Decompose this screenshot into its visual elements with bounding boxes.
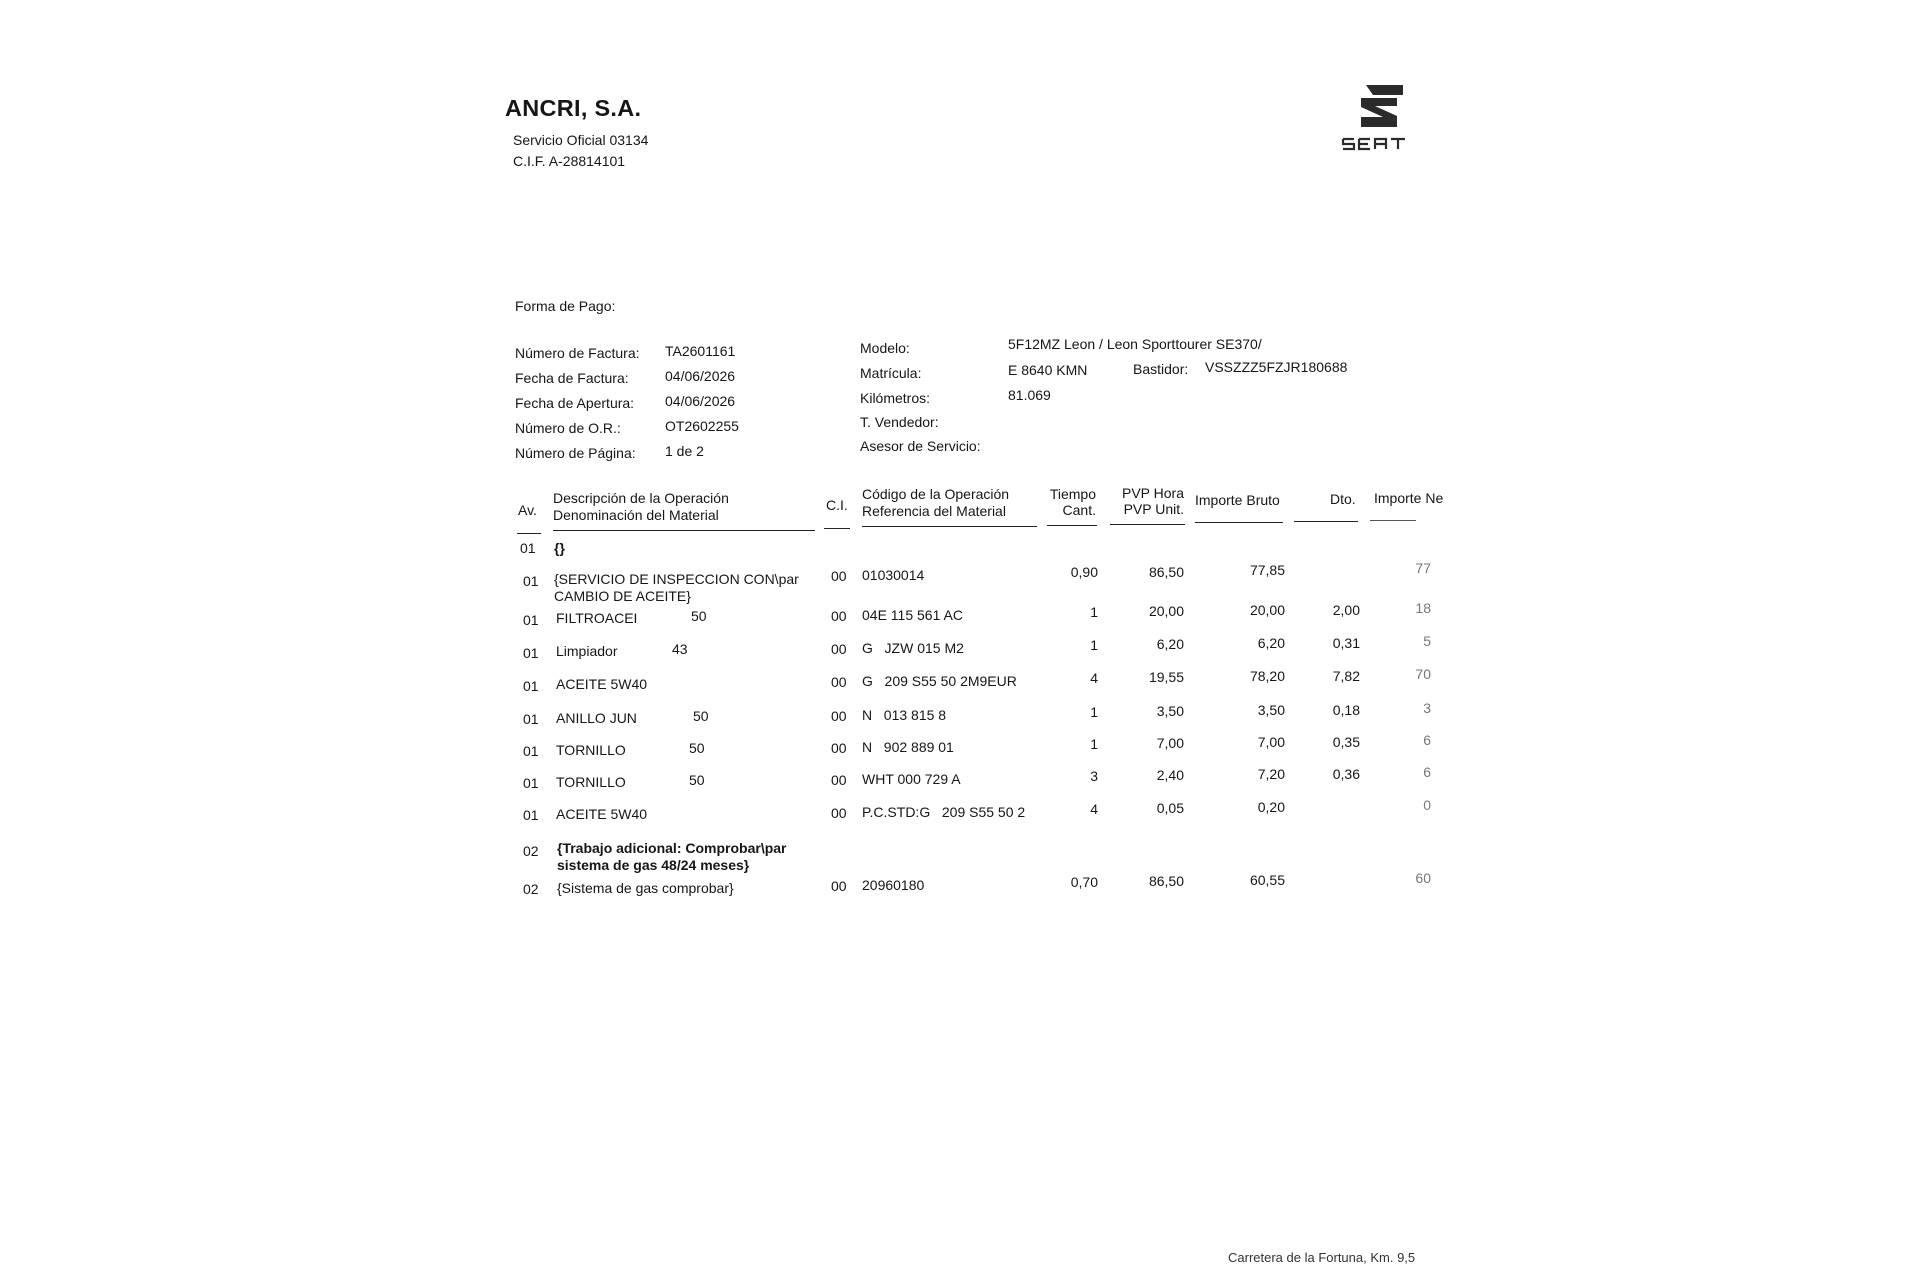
header-underline [553, 530, 815, 531]
header-underline [824, 528, 850, 529]
row-qual: 50 [689, 740, 705, 756]
opening-date: 04/06/2026 [665, 393, 736, 409]
row-cant: 0,70 [1070, 874, 1098, 890]
row-bruto: 77,85 [1249, 562, 1285, 578]
row-neto: 60 [1415, 870, 1431, 886]
row-desc: ACEITE 5W40 [556, 676, 648, 692]
row-code: N 902 889 01 [862, 739, 954, 755]
row-desc: {} [554, 540, 565, 556]
row-code: G JZW 015 M2 [862, 640, 964, 656]
row-code: 20960180 [862, 877, 925, 893]
row-pvp: 2,40 [1156, 767, 1184, 783]
page-number: 1 de 2 [665, 443, 704, 459]
seat-logo [1335, 83, 1420, 153]
row-desc: FILTROACEI [556, 610, 638, 626]
col-header-code-1: Código de la Operación [862, 486, 1010, 502]
row-dto: 7,82 [1332, 668, 1360, 684]
invoice-number: TA2601161 [665, 343, 736, 359]
row-neto: 5 [1423, 633, 1431, 649]
row-pvp: 20,00 [1148, 603, 1184, 619]
row-code: N 013 815 8 [862, 707, 947, 723]
row-bruto: 7,20 [1257, 766, 1285, 782]
row-desc-2: sistema de gas 48/24 meses} [557, 857, 750, 873]
col-header-code-2: Referencia del Material [862, 503, 1006, 519]
row-neto: 77 [1415, 560, 1431, 576]
row-dto: 0,35 [1332, 734, 1360, 750]
model-label: Modelo: [860, 340, 910, 356]
row-av: 01 [523, 743, 539, 759]
row-cant: 0,90 [1070, 564, 1098, 580]
row-desc: TORNILLO [556, 774, 626, 790]
row-dto: 0,31 [1332, 635, 1360, 651]
col-header-cant-text: Cant. [1062, 502, 1096, 518]
km-value: 81.069 [1008, 387, 1051, 403]
row-av: 01 [523, 775, 539, 791]
invoice-date: 04/06/2026 [665, 368, 736, 384]
opening-date-label: Fecha de Apertura: [515, 395, 635, 411]
row-desc: {Sistema de gas comprobar} [557, 880, 734, 896]
row-code: WHT 000 729 A [862, 771, 961, 787]
row-code: P.C.STD:G 209 S55 50 2 [862, 804, 1026, 820]
row-bruto: 0,20 [1257, 799, 1285, 815]
row-ci: 00 [831, 641, 847, 657]
row-desc: Limpiador [556, 643, 618, 659]
row-dto: 2,00 [1332, 602, 1360, 618]
col-header-bruto: Importe Bruto [1195, 492, 1280, 508]
row-ci: 00 [831, 740, 847, 756]
row-neto: 3 [1423, 700, 1431, 716]
row-bruto: 7,00 [1257, 734, 1285, 750]
row-pvp: 6,20 [1156, 636, 1184, 652]
row-qual: 50 [693, 708, 709, 724]
row-cant: 1 [1090, 604, 1098, 620]
seller-label: T. Vendedor: [860, 414, 939, 430]
col-header-pvp-unit: PVP Unit. [1123, 501, 1184, 517]
row-qual: 50 [691, 608, 707, 624]
row-pvp: 3,50 [1156, 703, 1184, 719]
row-cant: 4 [1090, 801, 1098, 817]
row-av: 01 [523, 807, 539, 823]
model-value: 5F12MZ Leon / Leon Sporttourer SE370/ [1008, 336, 1262, 352]
row-bruto: 6,20 [1257, 635, 1285, 651]
col-header-dto: Dto. [1330, 491, 1356, 507]
row-bruto: 78,20 [1249, 668, 1285, 684]
row-ci: 00 [831, 772, 847, 788]
advisor-label: Asesor de Servicio: [860, 438, 981, 454]
header-underline [1294, 521, 1358, 522]
row-av: 01 [520, 540, 536, 556]
row-pvp: 19,55 [1148, 669, 1184, 685]
row-av: 01 [523, 573, 539, 589]
header-underline [517, 533, 541, 534]
row-desc: TORNILLO [556, 742, 626, 758]
row-neto: 18 [1415, 600, 1431, 616]
row-av: 02 [523, 881, 539, 897]
or-number-label: Número de O.R.: [515, 420, 621, 436]
row-code: G 209 S55 50 2M9EUR [862, 673, 1017, 689]
row-desc: ACEITE 5W40 [556, 806, 648, 822]
row-pvp: 7,00 [1156, 735, 1184, 751]
col-header-desc-1: Descripción de la Operación [553, 490, 729, 506]
row-neto: 70 [1415, 666, 1431, 682]
row-ci: 00 [831, 674, 847, 690]
row-bruto: 20,00 [1249, 602, 1285, 618]
row-av: 01 [523, 645, 539, 661]
row-av: 01 [523, 711, 539, 727]
company-name: ANCRI, S.A. [505, 95, 642, 121]
col-header-desc-2: Denominación del Material [553, 507, 719, 523]
row-pvp: 86,50 [1148, 873, 1184, 889]
row-bruto: 60,55 [1249, 872, 1285, 888]
row-code: 01030014 [862, 567, 925, 583]
row-dto: 0,36 [1332, 766, 1360, 782]
page-number-label: Número de Página: [515, 445, 636, 461]
payment-label: Forma de Pago: [515, 298, 616, 314]
row-neto: 6 [1423, 764, 1431, 780]
row-pvp: 0,05 [1156, 800, 1184, 816]
footer-address: Carretera de la Fortuna, Km. 9,5 [1228, 1250, 1416, 1265]
row-cant: 4 [1090, 670, 1098, 686]
row-pvp: 86,50 [1148, 564, 1184, 580]
row-desc: {Trabajo adicional: Comprobar\par [557, 840, 787, 856]
row-bruto: 3,50 [1257, 702, 1285, 718]
row-qual: 50 [689, 772, 705, 788]
col-header-tiempo: Tiempo [1049, 486, 1096, 502]
invoice-number-label: Número de Factura: [515, 345, 640, 361]
row-ci: 00 [831, 878, 847, 894]
or-number: OT2602255 [665, 418, 739, 434]
col-header-neto: Importe Ne [1374, 490, 1443, 506]
row-cant: 1 [1090, 637, 1098, 653]
header-underline [1195, 522, 1283, 523]
row-desc: ANILLO JUN [556, 710, 637, 726]
row-av: 01 [523, 678, 539, 694]
row-desc-2: CAMBIO DE ACEITE} [554, 588, 691, 604]
km-label: Kilómetros: [860, 390, 931, 406]
chassis-value: VSSZZZ5FZJR180688 [1205, 359, 1348, 375]
row-desc: {SERVICIO DE INSPECCION CON\par [554, 571, 799, 587]
row-cant: 1 [1090, 704, 1098, 720]
header-underline [862, 526, 1037, 527]
service-line: Servicio Oficial 03134 [513, 132, 649, 148]
header-underline [1370, 520, 1416, 521]
row-cant: 1 [1090, 736, 1098, 752]
row-av: 02 [523, 843, 539, 859]
row-code: 04E 115 561 AC [862, 607, 963, 623]
row-qual: 43 [672, 641, 688, 657]
row-ci: 00 [831, 708, 847, 724]
row-ci: 00 [831, 805, 847, 821]
col-header-av: Av. [518, 502, 537, 518]
row-ci: 00 [831, 568, 847, 584]
col-header-pvp-hora: PVP Hora [1122, 485, 1184, 501]
row-dto: 0,18 [1332, 702, 1360, 718]
cif-line: C.I.F. A-28814101 [513, 153, 626, 169]
row-ci: 00 [831, 608, 847, 624]
row-neto: 0 [1423, 797, 1431, 813]
row-av: 01 [523, 612, 539, 628]
col-header-ci: C.I. [826, 497, 848, 513]
row-cant: 3 [1090, 768, 1098, 784]
chassis-label: Bastidor: [1133, 361, 1189, 377]
header-underline [1110, 524, 1185, 525]
plate-value: E 8640 KMN [1008, 362, 1088, 378]
row-neto: 6 [1423, 732, 1431, 748]
header-underline [1047, 525, 1097, 526]
invoice-date-label: Fecha de Factura: [515, 370, 629, 386]
plate-label: Matrícula: [860, 365, 922, 381]
